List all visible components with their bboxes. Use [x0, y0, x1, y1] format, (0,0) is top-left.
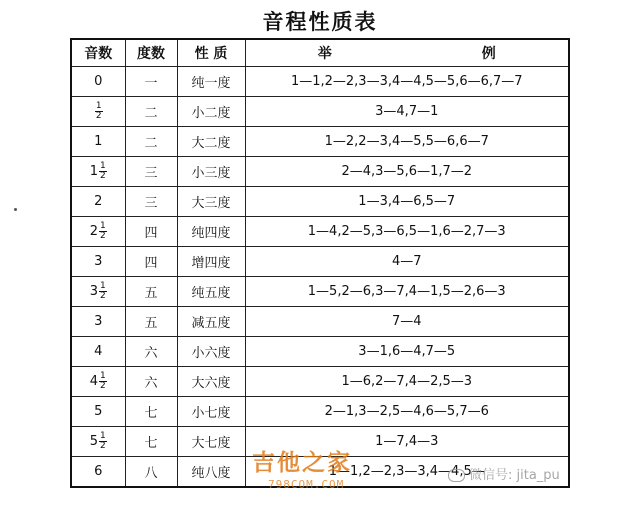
header-semitones: 音数: [71, 39, 125, 67]
cell-degree: 四: [125, 247, 177, 277]
cell-example: 2—4,3—5,6—1,7—2: [245, 157, 569, 187]
table-row: [71, 337, 569, 367]
semitones-whole: 2: [94, 194, 103, 209]
cell-semitones: [71, 277, 125, 307]
table-row: [71, 277, 569, 307]
watermark-wechat-text: 微信号: jita_pu: [469, 468, 560, 483]
cell-example: 1—4,2—5,3—6,5—1,6—2,7—3: [245, 217, 569, 247]
cell-degree: 五: [125, 277, 177, 307]
header-example-right: 例: [481, 46, 496, 62]
cell-quality: 大二度: [177, 127, 245, 157]
cell-semitones: [71, 367, 125, 397]
cell-semitones: [71, 127, 125, 157]
cell-degree: 二: [125, 127, 177, 157]
table-row: [71, 157, 569, 187]
semitones-half: $\frac{1}{2}$: [100, 161, 106, 181]
cell-semitones: [71, 397, 125, 427]
cell-quality: 小六度: [177, 337, 245, 367]
cell-quality: 小七度: [177, 397, 245, 427]
table-row: [71, 97, 569, 127]
semitones-whole: 4: [94, 344, 103, 359]
semitones-whole: 0: [94, 74, 103, 89]
semitones-half: $\frac{1}{2}$: [95, 101, 102, 121]
cell-example: 1—7,4—3: [245, 427, 569, 457]
cell-semitones: [71, 217, 125, 247]
wechat-icon: [448, 469, 465, 482]
semitones-whole: 5: [94, 404, 103, 419]
cell-example: 4—7: [245, 247, 569, 277]
table-row: [71, 247, 569, 277]
cell-example: 1—3,4—6,5—7: [245, 187, 569, 217]
cell-quality: 纯四度: [177, 217, 245, 247]
semitones-half: $\frac{1}{2}$: [100, 371, 106, 391]
table-row: [71, 397, 569, 427]
cell-degree: 六: [125, 367, 177, 397]
cell-quality: 增四度: [177, 247, 245, 277]
semitones-half: $\frac{1}{2}$: [100, 281, 106, 301]
cell-example: 1—1,2—2,3—3,4—4,5—: [245, 457, 569, 488]
cell-example: 2—1,3—2,5—4,6—5,7—6: [245, 397, 569, 427]
header-quality: 性 质: [177, 39, 245, 67]
table-body: [71, 67, 569, 488]
table-row: [71, 307, 569, 337]
cell-example: 1—1,2—2,3—3,4—4,5—5,6—6,7—7: [245, 67, 569, 97]
cell-example: 1—5,2—6,3—7,4—1,5—2,6—3: [245, 277, 569, 307]
cell-semitones: [71, 337, 125, 367]
table-row: [71, 67, 569, 97]
cell-semitones: [71, 307, 125, 337]
watermark-wechat: [448, 464, 560, 483]
semitones-whole: 1: [94, 134, 103, 149]
cell-example: 7—4: [245, 307, 569, 337]
cell-quality: 纯一度: [177, 67, 245, 97]
semitones-whole: 3: [94, 314, 103, 329]
cell-example: 3—4,7—1: [245, 97, 569, 127]
cell-degree: 七: [125, 397, 177, 427]
semitones-whole: 3: [94, 254, 103, 269]
cell-semitones: [71, 157, 125, 187]
cell-quality: 大三度: [177, 187, 245, 217]
header-example-left: 举: [317, 46, 332, 62]
cell-degree: 六: [125, 337, 177, 367]
cell-degree: 七: [125, 427, 177, 457]
cell-semitones: [71, 427, 125, 457]
table-row: [71, 127, 569, 157]
cell-example: 1—6,2—7,4—2,5—3: [245, 367, 569, 397]
semitones-whole: 5: [89, 434, 99, 449]
semitones-half: $\frac{1}{2}$: [100, 431, 106, 451]
cell-semitones: [71, 97, 125, 127]
cell-example: 3—1,6—4,7—5: [245, 337, 569, 367]
semitones-half: $\frac{1}{2}$: [100, 221, 106, 241]
interval-table: [70, 38, 570, 488]
header-example: [245, 39, 569, 67]
semitones-whole: 6: [94, 464, 103, 479]
cell-degree: 一: [125, 67, 177, 97]
cell-degree: 二: [125, 97, 177, 127]
cell-quality: 纯八度: [177, 457, 245, 488]
cell-degree: 八: [125, 457, 177, 488]
cell-quality: 小二度: [177, 97, 245, 127]
cell-degree: 三: [125, 157, 177, 187]
watermark-site-name: 吉他之家: [252, 450, 352, 476]
cell-quality: 大六度: [177, 367, 245, 397]
page-title: 音程性质表: [262, 10, 378, 34]
cell-degree: 四: [125, 217, 177, 247]
table-row: [71, 217, 569, 247]
cell-degree: 五: [125, 307, 177, 337]
cell-degree: 三: [125, 187, 177, 217]
semitones-whole: 2: [89, 224, 99, 239]
cell-quality: 纯五度: [177, 277, 245, 307]
cell-quality: 小三度: [177, 157, 245, 187]
cell-semitones: [71, 247, 125, 277]
table-row: [71, 367, 569, 397]
cell-semitones: [71, 457, 125, 488]
cell-quality: 减五度: [177, 307, 245, 337]
cell-semitones: [71, 67, 125, 97]
header-degree: 度数: [125, 39, 177, 67]
cell-quality: 大七度: [177, 427, 245, 457]
header-row: [71, 39, 569, 67]
cell-example: 1—2,2—3,4—5,5—6,6—7: [245, 127, 569, 157]
table-row: [71, 187, 569, 217]
watermark-site-url: 798COM.COM: [268, 478, 345, 491]
cell-semitones: [71, 187, 125, 217]
scan-speck: [14, 208, 17, 211]
semitones-whole: 3: [89, 284, 99, 299]
semitones-whole: 4: [89, 374, 99, 389]
semitones-whole: 1: [89, 164, 99, 179]
